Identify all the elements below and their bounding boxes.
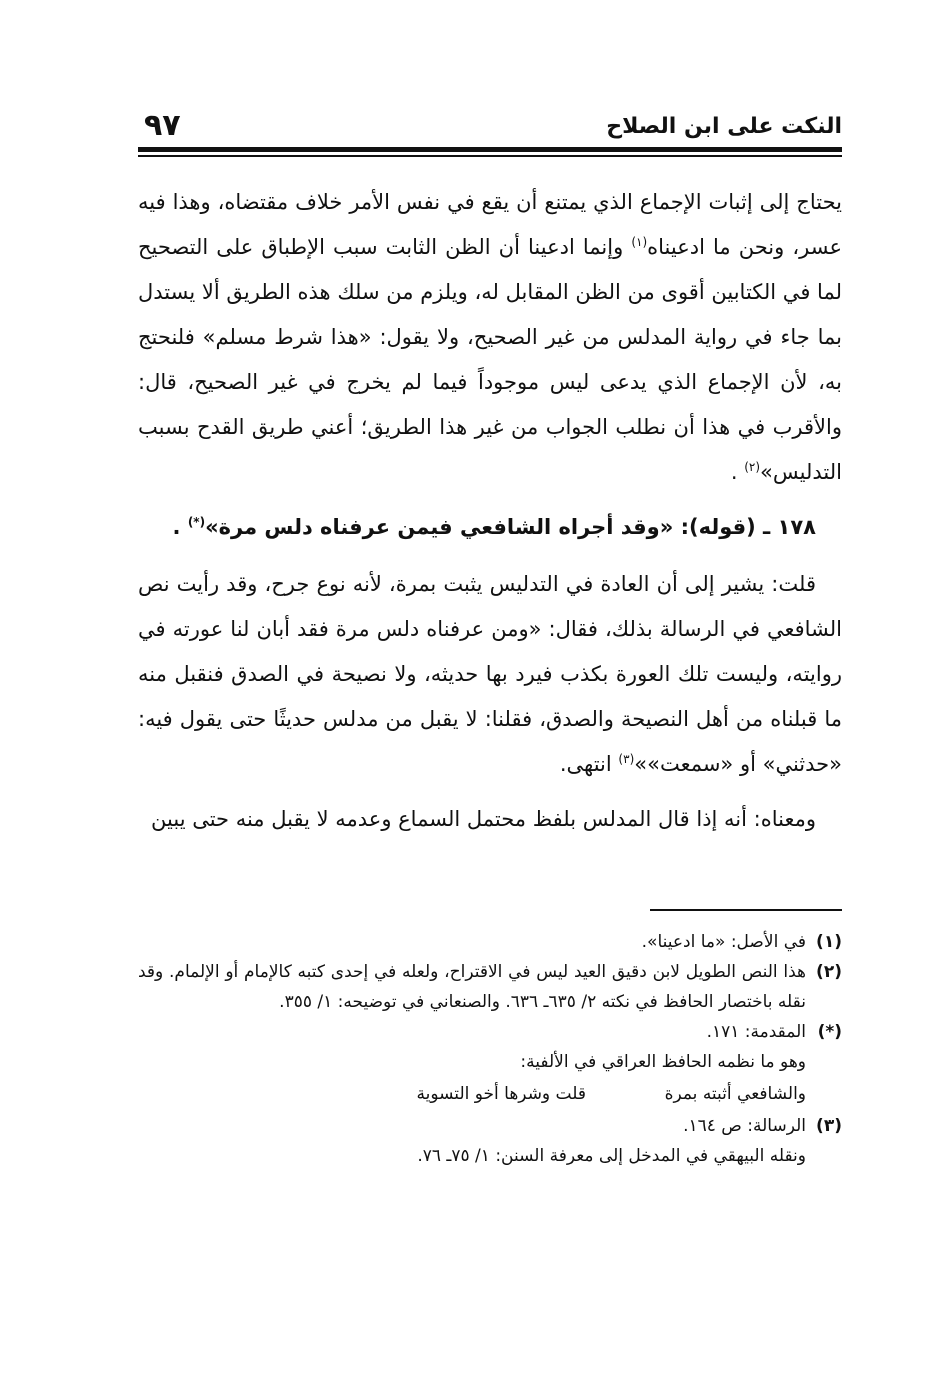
paragraph-1-end: . xyxy=(730,460,745,484)
footnote-star xyxy=(138,1017,842,1047)
paragraph-3-text: ومعناه: أنه إذا قال المدلس بلفظ محتمل السماع وعدمه لا يقبل منه حتى يبين xyxy=(151,807,816,831)
footnote-3-text: الرسالة: ص ١٦٤. xyxy=(683,1116,806,1136)
footnote-ref-star: (*) xyxy=(187,515,206,529)
paragraph-1-text-b: وإنما ادعينا أن الظن الثابت سبب الإطباق على التصحيح لما في الكتابين أقوى من الظن المقابل له، ويلزم من سلك هذه الطريق ألا يستدل بما جاء في رواية المدلس من غير الصحيح، ولا يقول: «هذا شرط مسلم» فلنحتج به، لأن الإجماع الذي يدعى ليس موجوداً فيما لم يخرج في غير الصحيح، قال: والأقرب في هذا أن نطلب الجواب من غير هذا الطريق؛ أعني طريق القدح بسبب التدليس» xyxy=(138,235,842,484)
paragraph-2-end: انتهى. xyxy=(559,752,619,776)
page-header xyxy=(138,108,842,148)
poem-verse xyxy=(138,1079,842,1109)
section-heading-text: ١٧٨ ـ (قوله): «وقد أجراه الشافعي فيمن عرفناه دلس مرة» xyxy=(205,515,816,539)
header-rule-thin xyxy=(138,155,842,157)
page-number: ٩٧ xyxy=(144,108,181,143)
footnote-star-number: (*) xyxy=(817,1022,842,1042)
paragraph-2-text: قلت: يشير إلى أن العادة في التدليس يثبت بمرة، لأنه نوع جرح، وقد رأيت نص الشافعي في الرسالة بذلك، فقال: «ومن عرفناه دلس مرة فقد أبان لنا عورته في روايته، وليست تلك العورة بكذب فيرد بها حديثه، ولا نصيحة في الصدق فنقبل منه ما قبلناه من أهل النصيحة والصدق، فقلنا: لا يقبل من مدلس حديثًا حتى يقول فيه: «حدثني» أو «سمعت»» xyxy=(138,572,842,776)
footnote-ref-1: (١) xyxy=(631,235,648,249)
poem-hemistich-1: والشافعي أثبته بمرة xyxy=(664,1084,806,1104)
header-rule-thick xyxy=(138,147,842,152)
main-text xyxy=(138,180,842,842)
footnote-2 xyxy=(138,957,842,1017)
paragraph-2 xyxy=(138,562,842,787)
footnote-star-text: المقدمة: ١٧١. xyxy=(706,1022,806,1042)
footnote-3-continuation: ونقله البيهقي في المدخل إلى معرفة السنن: ١/ ٧٥ـ ٧٦. xyxy=(417,1146,806,1166)
footnote-star-continuation: وهو ما نظمه الحافظ العراقي في الألفية: xyxy=(520,1052,806,1072)
section-heading-end: . xyxy=(172,515,188,539)
footnotes xyxy=(138,927,842,1171)
footnote-separator xyxy=(650,909,842,911)
footnote-1 xyxy=(138,927,842,957)
footnote-2-text: هذا النص الطويل لابن دقيق العيد ليس في الاقتراح، ولعله في إحدى كتبه كالإمام أو الإلمام. وقد نقله باختصار الحافظ في نكته ٢/ ٦٣٥ـ ٦٣٦. والصنعاني في توضيحه: ١/ ٣٥٥. xyxy=(138,962,806,1012)
footnote-2-number: (٢) xyxy=(816,962,842,982)
footnote-1-text: في الأصل: «ما ادعينا». xyxy=(641,932,806,952)
paragraph-1-text: يحتاج إلى إثبات الإجماع الذي يمتنع أن يقع في نفس الأمر خلاف مقتضاه، وهذا فيه عسر، ونحن ما ادعيناه xyxy=(138,190,842,259)
footnote-3-number: (٣) xyxy=(816,1116,842,1136)
running-title: النكت على ابن الصلاح xyxy=(606,114,842,139)
footnote-ref-3: (٣) xyxy=(618,752,635,766)
footnote-3 xyxy=(138,1111,842,1141)
footnote-ref-2: (٢) xyxy=(744,460,761,474)
paragraph-1 xyxy=(138,180,842,495)
footnote-1-number: (١) xyxy=(816,932,842,952)
poem-hemistich-2: قلت وشرها أخو التسوية xyxy=(416,1084,586,1104)
paragraph-3 xyxy=(138,797,842,842)
section-heading xyxy=(138,505,842,550)
